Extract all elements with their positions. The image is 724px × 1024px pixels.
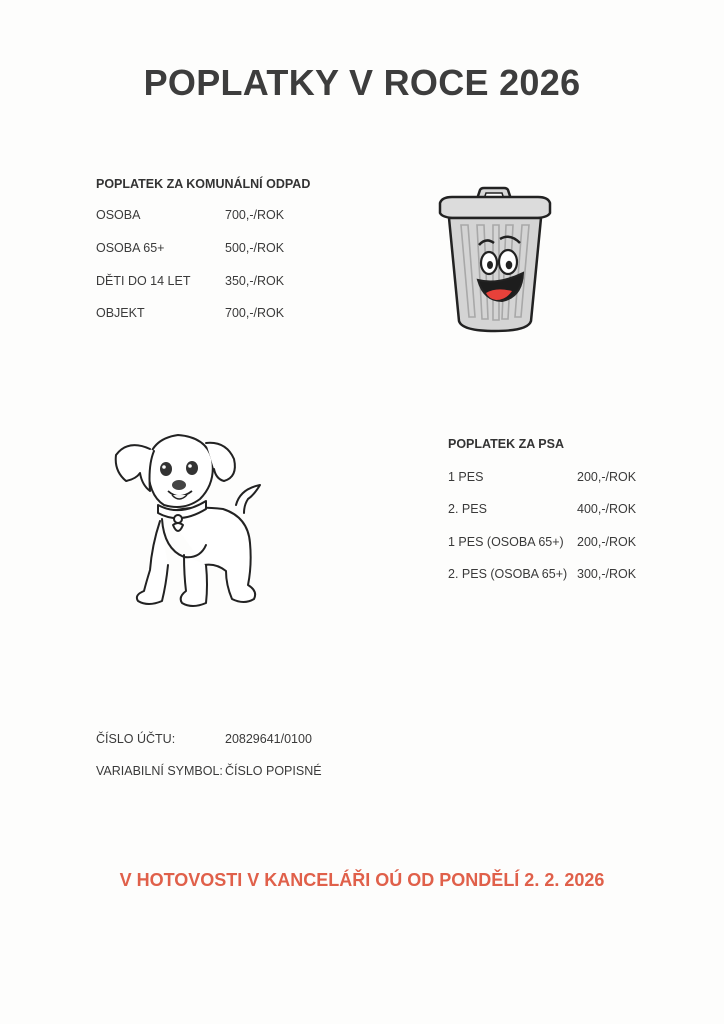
waste-fee-label: DĚTI DO 14 LET <box>96 274 191 288</box>
waste-fee-value: 700,-/ROK <box>225 306 285 320</box>
dog-fee-value: 400,-/ROK <box>577 502 637 516</box>
smiling-trash-can-icon <box>432 185 558 335</box>
waste-fee-value: 350,-/ROK <box>225 274 285 288</box>
dog-fee-value: 300,-/ROK <box>577 567 637 581</box>
account-number-value: 20829641/0100 <box>225 732 312 746</box>
dog-fee-heading: POPLATEK ZA PSA <box>448 437 564 451</box>
dog-fee-label: 2. PES <box>448 502 487 516</box>
page-title: POPLATKY V ROCE 2026 <box>143 62 581 103</box>
waste-fee-label: OBJEKT <box>96 306 145 320</box>
dog-fee-value: 200,-/ROK <box>577 470 637 484</box>
puppy-icon <box>108 425 273 610</box>
variable-symbol-value: ČÍSLO POPISNÉ <box>225 764 322 778</box>
payment-notice: V HOTOVOSTI V KANCELÁŘI OÚ OD PONDĚLÍ 2. 2. 2026 <box>119 870 605 890</box>
dog-fee-value: 200,-/ROK <box>577 535 637 549</box>
waste-fee-value: 700,-/ROK <box>225 208 285 222</box>
dog-fee-label: 1 PES (OSOBA 65+) <box>448 535 564 549</box>
waste-fee-label: OSOBA 65+ <box>96 241 165 255</box>
dog-fee-label: 1 PES <box>448 470 484 484</box>
dog-fee-label: 2. PES (OSOBA 65+) <box>448 567 568 581</box>
waste-fee-heading: POPLATEK ZA KOMUNÁLNÍ ODPAD <box>96 177 311 191</box>
account-number-label: ČÍSLO ÚČTU: <box>96 732 176 746</box>
waste-fee-value: 500,-/ROK <box>225 241 285 255</box>
waste-fee-label: OSOBA <box>96 208 141 222</box>
variable-symbol-label: VARIABILNÍ SYMBOL: <box>96 764 223 778</box>
